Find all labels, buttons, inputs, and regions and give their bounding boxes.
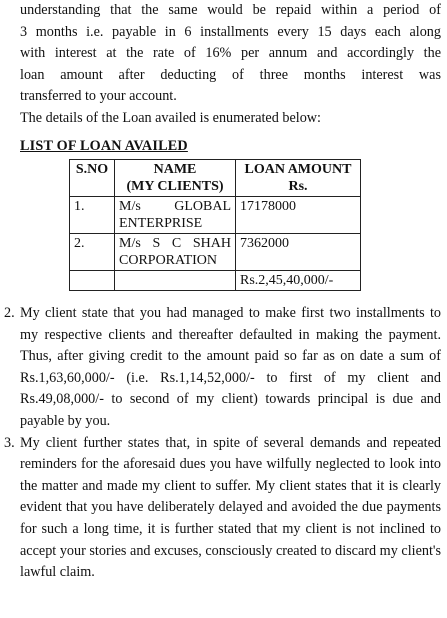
paragraph-text: My client state that you had managed to make first two installments to my respective clients and thereafter defaulted in making the payment. Thus, after giving credit to the amount paid so far as on date a sum of Rs.1,63,60,000/- (i.e. Rs.1,14,52,000/- to first of my client and Rs.49,08,000/- to second of my client) towards principal is due and payable by you.: [20, 305, 441, 429]
header-name: [115, 160, 236, 197]
total-empty-cell: [115, 271, 236, 291]
total-amount: Rs.2,45,40,000/-: [236, 271, 361, 291]
header-sno: S.NO: [70, 160, 115, 197]
row-name: M/s S C SHAH CORPORATION: [115, 234, 236, 271]
row-sno: 2.: [70, 234, 115, 271]
row-amount: 7362000: [236, 234, 361, 271]
header-amount: [236, 160, 361, 197]
paragraph-number: 3.: [4, 434, 15, 451]
paragraph-item: [0, 303, 441, 433]
row-name: M/s GLOBAL ENTERPRISE: [115, 197, 236, 234]
header-name-line1: NAME: [153, 162, 197, 177]
table-row: [70, 234, 361, 271]
loan-list-heading: LIST OF LOAN AVAILED: [20, 138, 188, 154]
intro-line: loan amount after deducting of three months interest was: [20, 66, 441, 83]
table-header-row: [70, 160, 361, 197]
table-row: [70, 197, 361, 234]
row-amount: 17178000: [236, 197, 361, 234]
details-line: The details of the Loan availed is enumerated below:: [20, 109, 321, 126]
intro-line: understanding that the same would be repaid within a period of: [20, 2, 441, 18]
header-amount-line2: Rs.: [288, 179, 308, 194]
intro-line: 3 months i.e. payable in 6 installments every 15 days each along: [20, 23, 441, 40]
numbered-paragraphs: [0, 303, 441, 584]
header-amount-line1: LOAN AMOUNT: [244, 162, 352, 177]
row-sno: 1.: [70, 197, 115, 234]
header-name-line2: (MY CLIENTS): [126, 179, 224, 194]
paragraph-item: [0, 433, 441, 584]
loan-table: [69, 159, 361, 291]
total-empty-cell: [70, 271, 115, 291]
paragraph-number: 2.: [4, 305, 15, 321]
intro-line: with interest at the rate of 16% per annum and accordingly the: [20, 45, 441, 62]
paragraph-text: My client further states that, in spite of several demands and repeated reminders for the aforesaid dues you have wilfully neglected to look into the matter and made my client to suffer. My client states that it is clearly evident that you have deliberately delayed and avoided the due payments for such a long time, it is further stated that my client is not inclined to accept your stories and excuses, consciously created to discard my client's lawful claim.: [20, 434, 441, 581]
intro-paragraph: [20, 0, 441, 130]
table-total-row: [70, 271, 361, 291]
intro-line: transferred to your account.: [20, 88, 177, 105]
